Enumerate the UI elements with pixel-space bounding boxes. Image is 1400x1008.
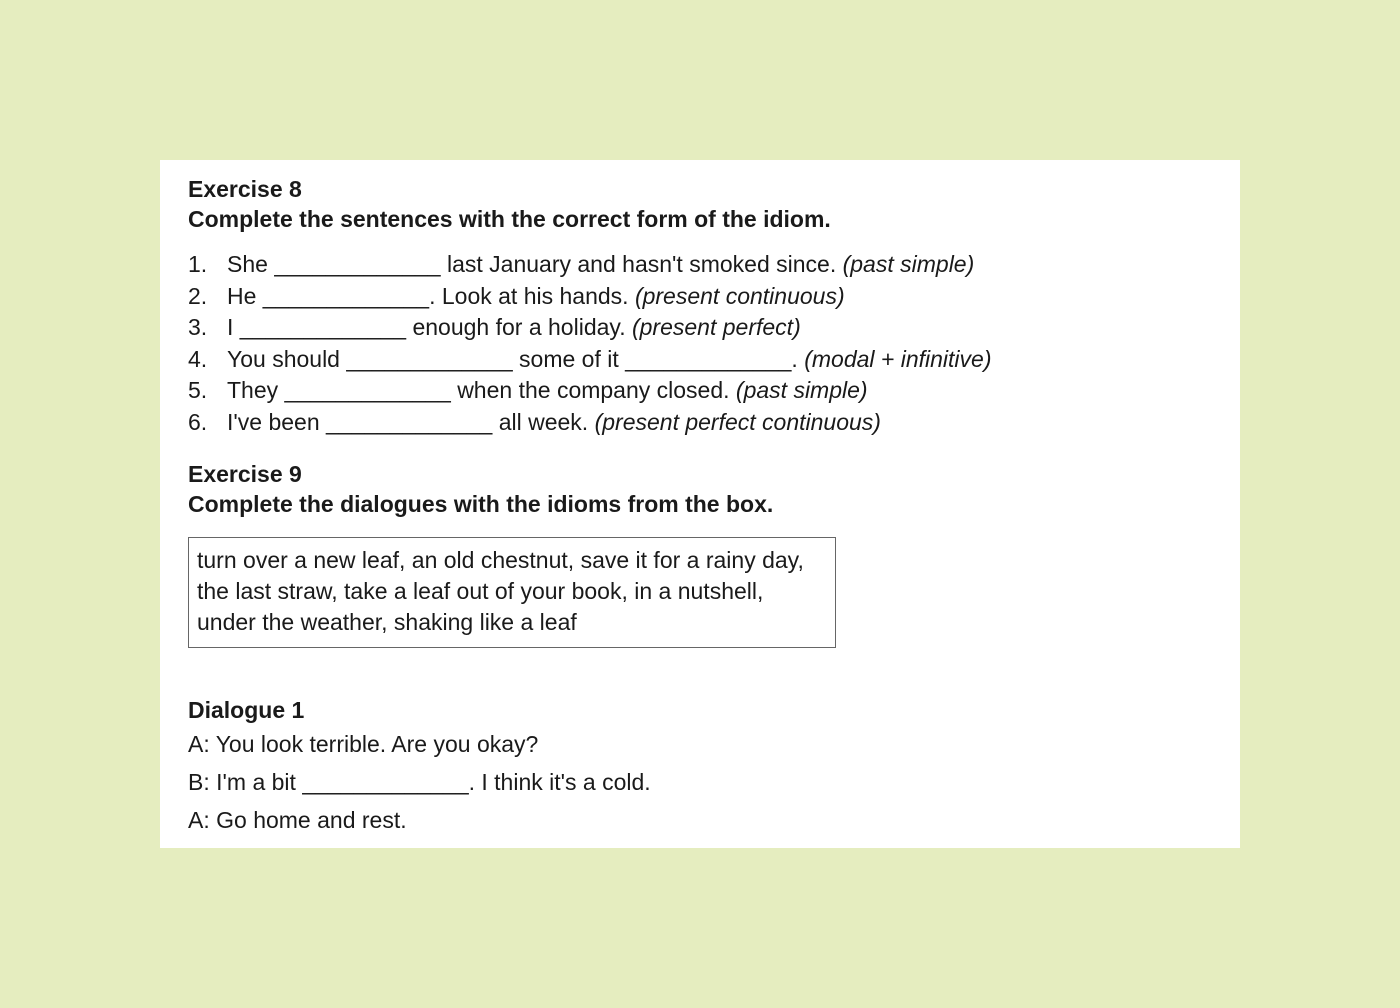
dialogue-line: A: Go home and rest. <box>188 807 407 833</box>
exercise-9-title: Exercise 9 <box>188 461 302 487</box>
item-text: I've been _____________ all week. <box>227 408 589 435</box>
exercise-8-instruction: Complete the sentences with the correct form of the idiom. <box>188 206 831 232</box>
item-text: He _____________. Look at his hands. <box>227 282 629 309</box>
item-hint: (present perfect) <box>631 314 801 340</box>
worksheet-page <box>160 160 1240 848</box>
idiom-box: turn over a new leaf, an old chestnut, save it for a rainy day, the last straw, take a leaf out of your book, in a nutshell, under the weather, shaking like a leaf <box>188 537 836 648</box>
dialogue-line: A: You look terrible. Are you okay? <box>188 731 539 757</box>
item-text: They _____________ when the company closed. <box>227 377 730 403</box>
worksheet-content <box>188 174 1220 835</box>
dialogue-1-title: Dialogue 1 <box>188 697 305 723</box>
item-number: 2. <box>188 282 208 309</box>
item-hint: (modal + infinitive) <box>804 345 992 372</box>
item-hint: (past simple) <box>735 377 868 403</box>
list-item <box>188 312 1220 344</box>
exercise-8 <box>188 174 1220 438</box>
exercise-8-title: Exercise 8 <box>188 176 302 202</box>
exercise-8-list <box>188 249 1220 438</box>
item-text: I _____________ enough for a holiday. <box>227 314 626 340</box>
item-number: 6. <box>188 408 208 435</box>
list-item <box>188 407 1220 439</box>
list-item <box>188 344 1220 376</box>
item-number: 1. <box>188 251 208 277</box>
dialogue-1 <box>188 695 1220 835</box>
item-number: 3. <box>188 314 208 340</box>
item-number: 4. <box>188 345 208 372</box>
item-hint: (present perfect continuous) <box>594 408 881 435</box>
list-item <box>188 281 1220 313</box>
list-item <box>188 249 1220 281</box>
exercise-9-instruction: Complete the dialogues with the idioms from the box. <box>188 491 774 517</box>
item-text: You should _____________ some of it _____________. <box>227 345 798 372</box>
item-number: 5. <box>188 377 208 403</box>
item-hint: (present continuous) <box>634 282 845 309</box>
dialogue-line: B: I'm a bit _____________. I think it's a cold. <box>188 769 651 795</box>
item-hint: (past simple) <box>842 251 975 277</box>
exercise-9 <box>188 459 1220 648</box>
list-item <box>188 375 1220 407</box>
item-text: She _____________ last January and hasn't smoked since. <box>227 251 837 277</box>
